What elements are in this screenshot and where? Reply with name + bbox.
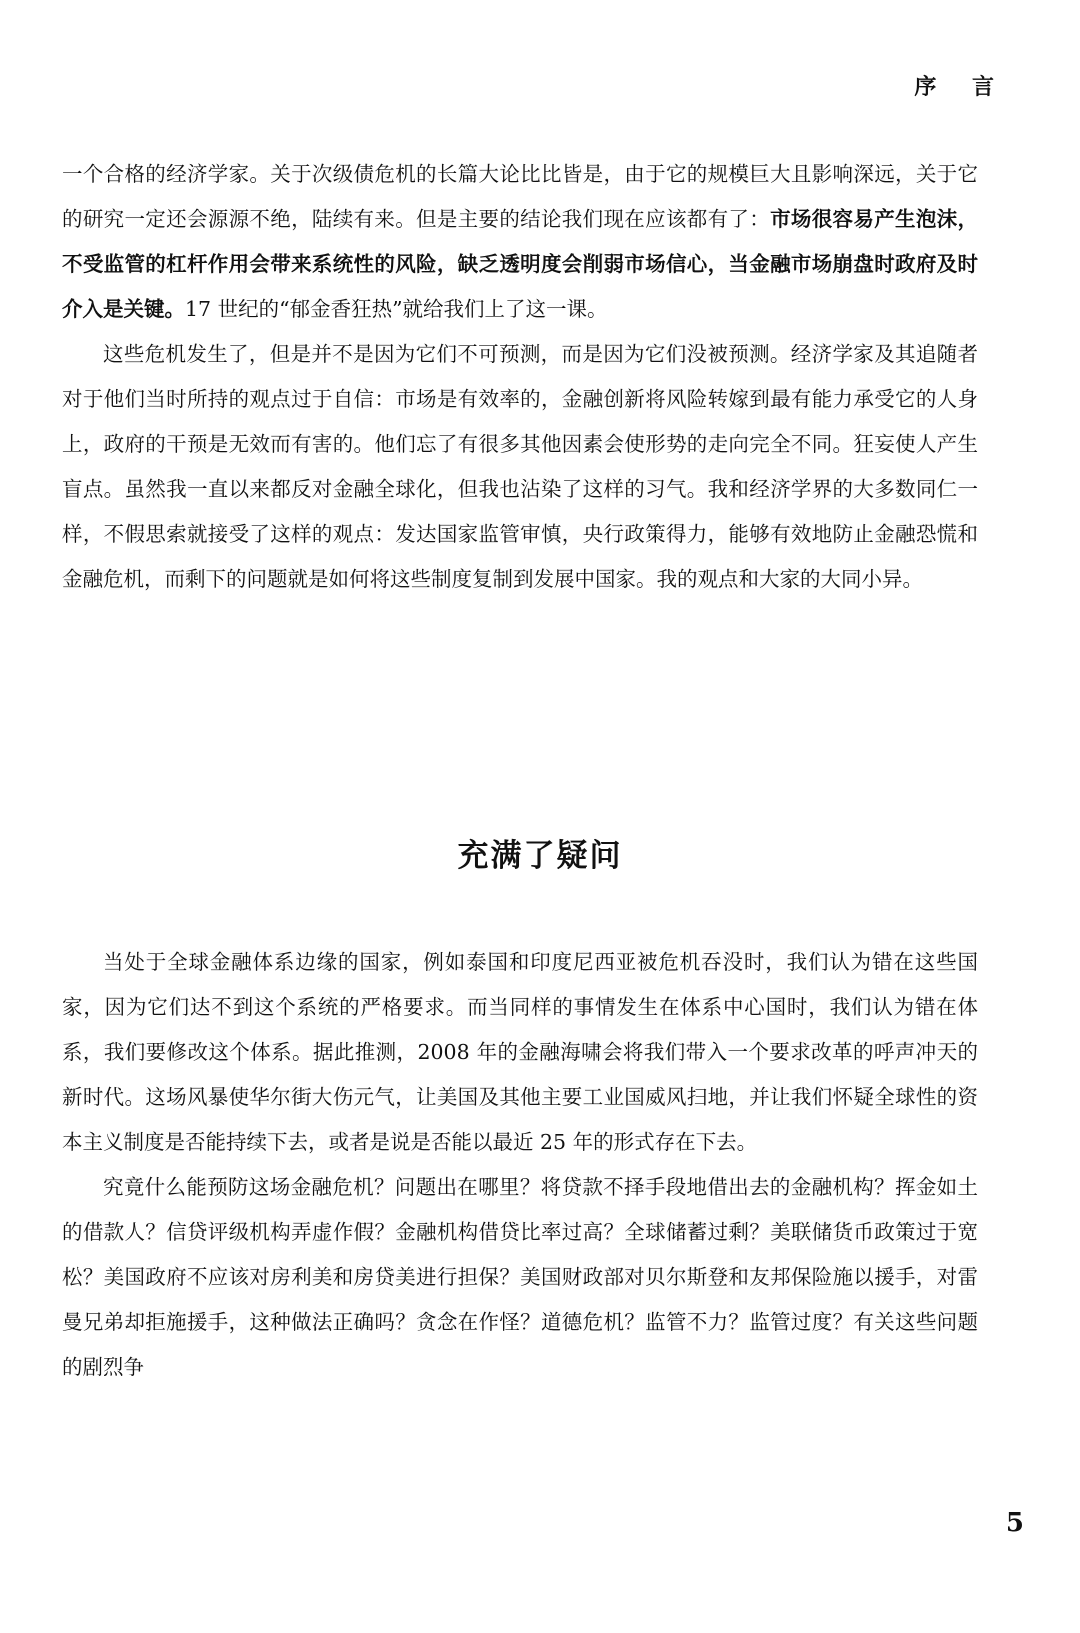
running-head: 序 言 <box>914 74 1008 100</box>
paragraph-text: 17 世纪的“郁金香狂热”就给我们上了这一课。 <box>185 297 608 321</box>
paragraph: 这些危机发生了，但是并不是因为它们不可预测，而是因为它们没被预测。经济学家及其追随者对于他们当时所持的观点过于自信：市场是有效率的，金融创新将风险转嫁到最有能力承受它的人身上，政府的干预是无效而有害的。他们忘了有很多其他因素会使形势的走向完全不同。狂妄使人产生盲点。虽然我一直以来都反对金融全球化，但我也沾染了这样的习气。我和经济学界的大多数同仁一样，不假思索就接受了这样的观点：发达国家监管审慎，央行政策得力，能够有效地防止金融恐慌和金融危机，而剩下的问题就是如何将这些制度复制到发展中国家。我的观点和大家的大同小异。 <box>62 342 978 591</box>
paragraph: 究竟什么能预防这场金融危机？问题出在哪里？将贷款不择手段地借出去的金融机构？挥金如土的借款人？信贷评级机构弄虚作假？金融机构借贷比率过高？全球储蓄过剩？美联储货币政策过于宽松？美国政府不应该对房利美和房贷美进行担保？美国财政部对贝尔斯登和友邦保险施以援手，对雷曼兄弟却拒施援手，这种做法正确吗？贪念在作怪？道德危机？监管不力？监管过度？有关这些问题的剧烈争 <box>62 1175 978 1379</box>
body-text-top <box>62 152 978 602</box>
paragraph: 当处于全球金融体系边缘的国家，例如泰国和印度尼西亚被危机吞没时，我们认为错在这些国家，因为它们达不到这个系统的严格要求。而当同样的事情发生在体系中心国时，我们认为错在体系，我们要修改这个体系。据此推测，2008 年的金融海啸会将我们带入一个要求改革的呼声冲天的新时代。这场风暴使华尔街大伤元气，让美国及其他主要工业国威风扫地，并让我们怀疑全球性的资本主义制度是否能持续下去，或者是说是否能以最近 25 年的形式存在下去。 <box>62 950 978 1154</box>
page-number: 5 <box>1005 1508 1024 1538</box>
section-heading: 充满了疑问 <box>457 838 623 874</box>
paragraph-text: 一个合格的经济学家。关于次级债危机的长篇大论比比皆是，由于它的规模巨大且影响深远，关于它的研究一定还会源源不绝，陆续有来。但是主要的结论我们现在应该都有了： <box>62 162 978 231</box>
body-text-bottom <box>62 940 978 1390</box>
paragraph-continued <box>62 152 978 332</box>
bold-conclusion: 市场很容易产生泡沫，不受监管的杠杆作用会带来系统性的风险，缺乏透明度会削弱市场信心，当金融市场崩盘时政府及时介入是关键。 <box>62 207 979 321</box>
